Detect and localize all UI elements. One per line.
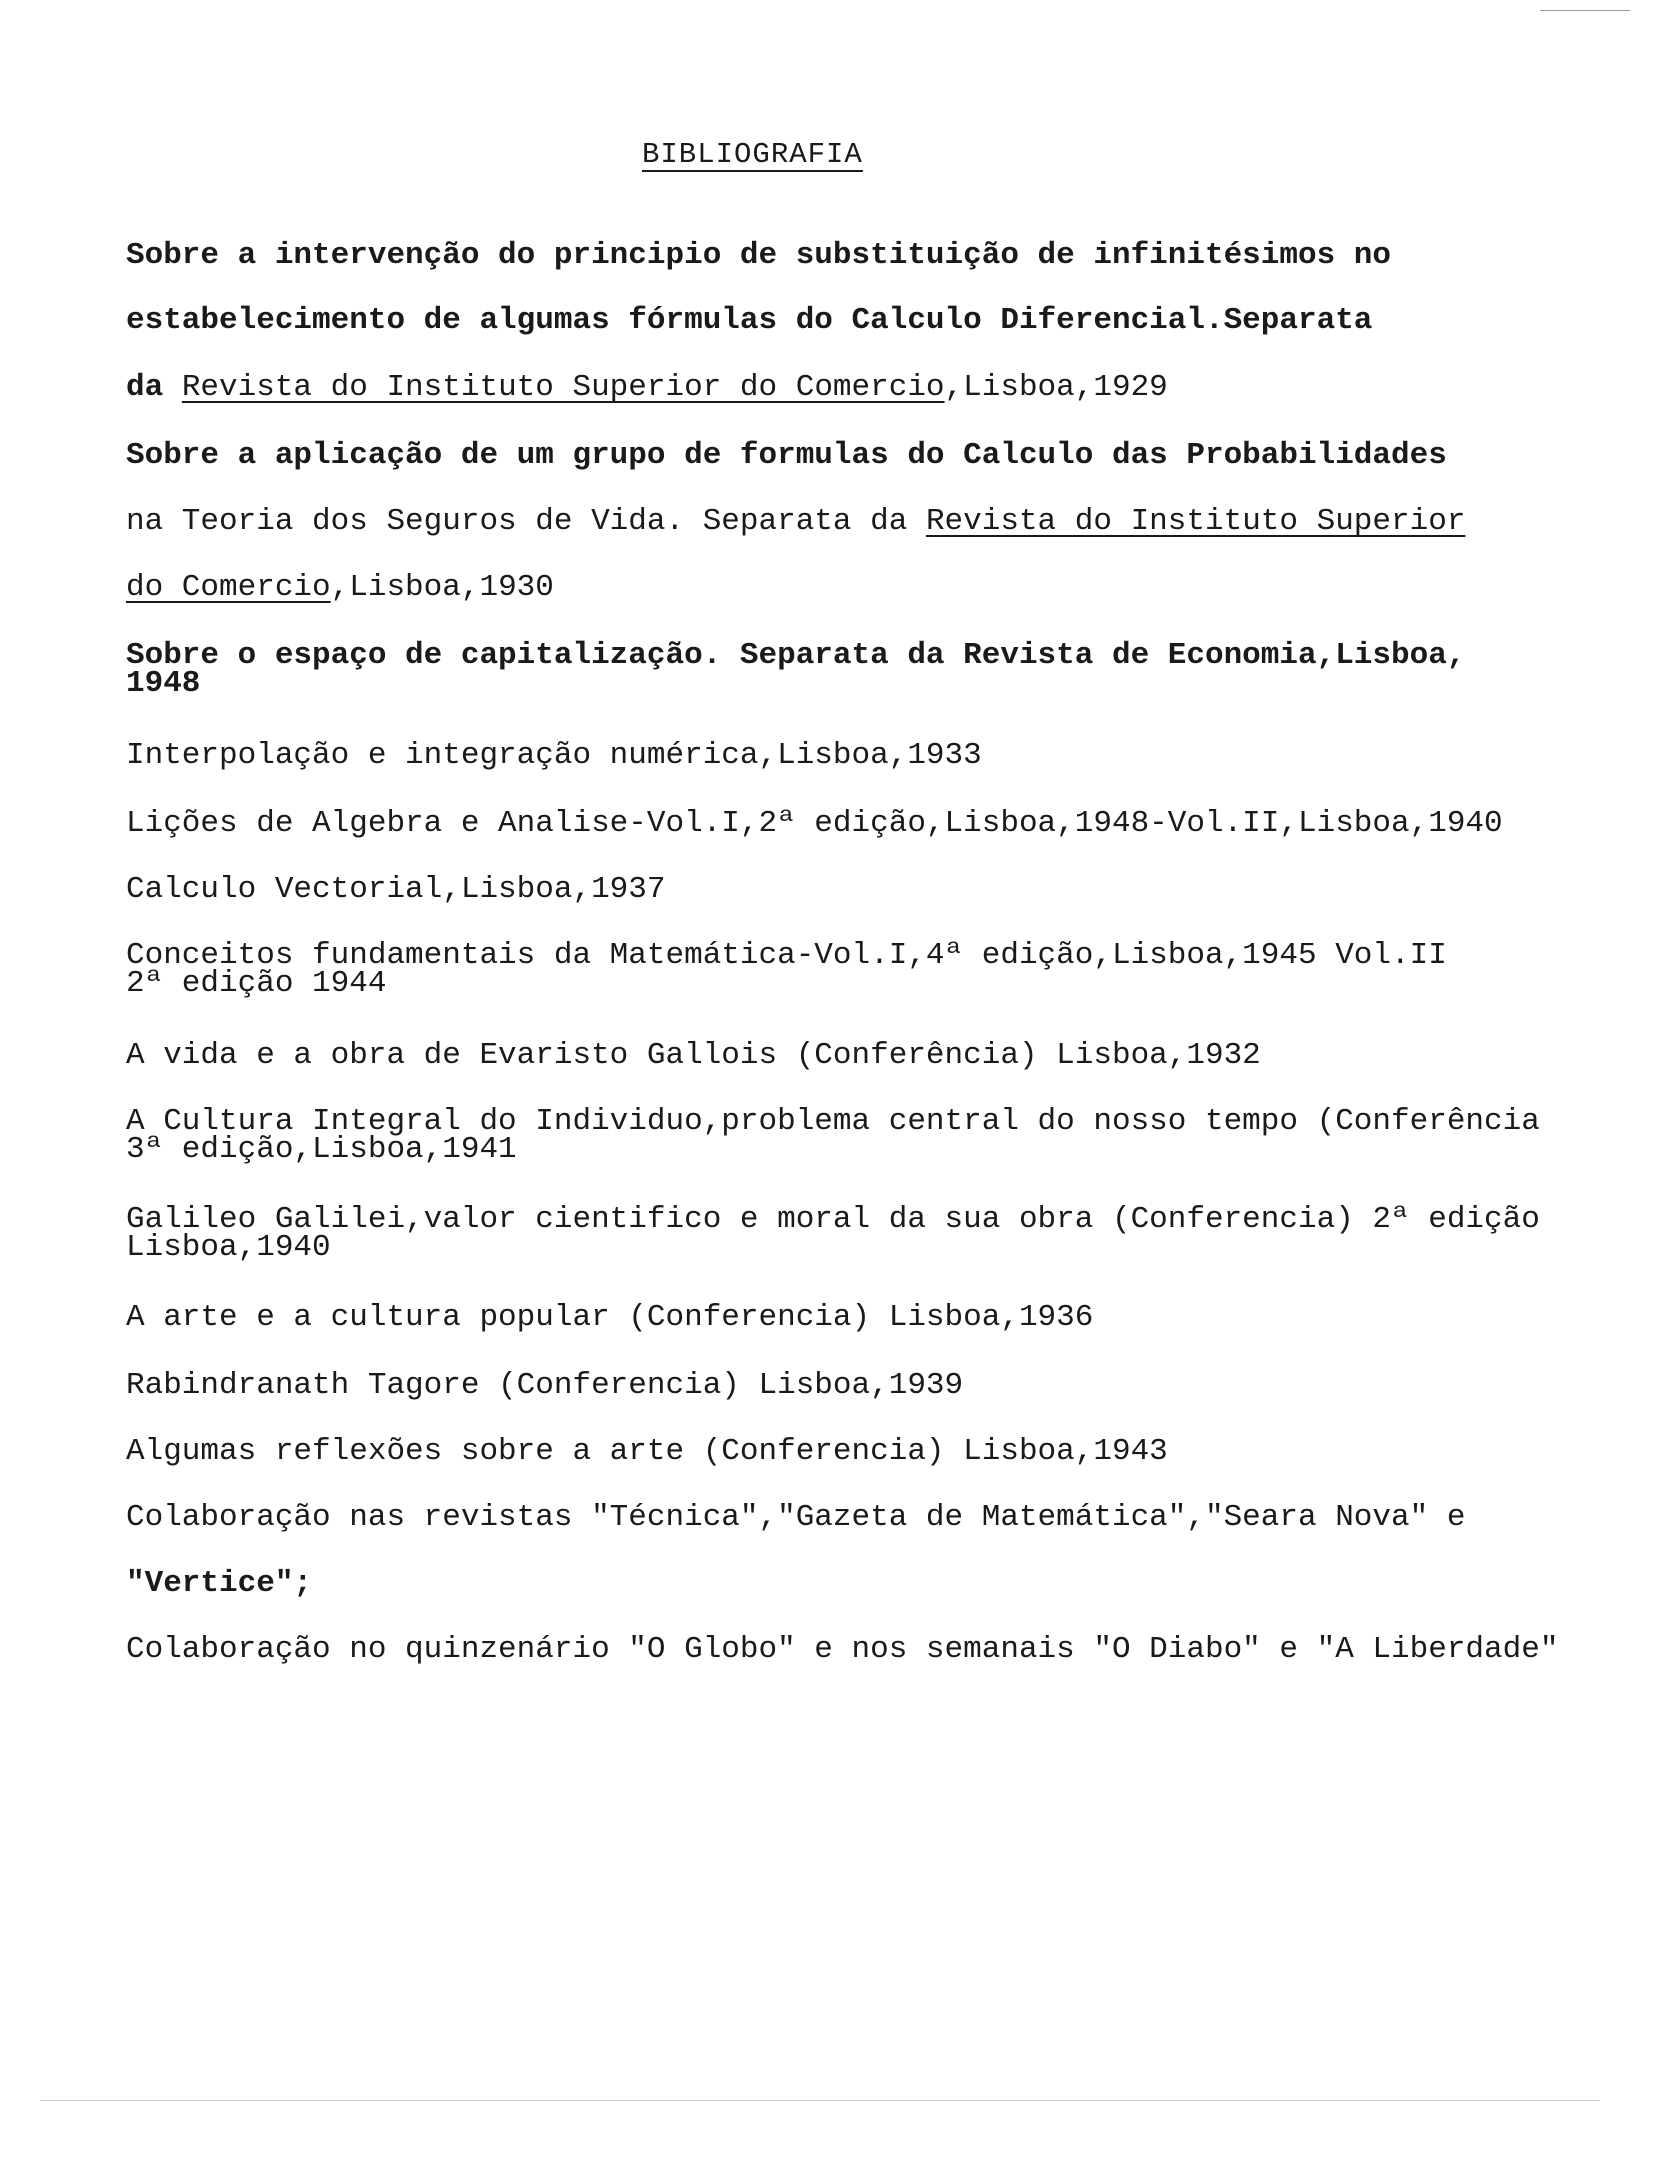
entry-1-journal: Revista do Instituto Superior do Comercio — [181, 370, 945, 405]
entry-2-line-1: Sobre a aplicação de um grupo de formulas do Calculo das Probabilidades — [126, 438, 1447, 473]
entry-2-journal-cont: do Comercio — [126, 570, 331, 605]
entry-9-line-2: 3ª edição,Lisboa,1941 — [126, 1132, 517, 1167]
entry-8: A vida e a obra de Evaristo Gallois (Conferência) Lisboa,1932 — [126, 1038, 1261, 1073]
entry-11: A arte e a cultura popular (Conferencia) Lisboa,1936 — [126, 1300, 1094, 1335]
entry-2-line-3 — [126, 572, 554, 603]
entry-15: Colaboração no quinzenário "O Globo" e nos semanais "O Diabo" e "A Liberdade" — [126, 1632, 1559, 1667]
entry-10-line-1: Galileo Galilei,valor cientifico e moral da sua obra (Conferencia) 2ª edição — [126, 1202, 1540, 1237]
entry-1-prefix: da — [126, 370, 182, 405]
entry-3-line-2: 1948 — [126, 666, 201, 701]
entry-2-prefix: na Teoria dos Seguros de Vida. Separata da — [126, 504, 926, 539]
entry-14-line-2: "Vertice"; — [126, 1566, 313, 1601]
entry-1-line-1: Sobre a intervenção do principio de substituição de infinitésimos no — [126, 238, 1392, 273]
scan-artifact-top — [1540, 10, 1630, 11]
entry-12: Rabindranath Tagore (Conferencia) Lisboa,1939 — [126, 1368, 964, 1403]
entry-9-line-1: A Cultura Integral do Individuo,problema central do nosso tempo (Conferência — [126, 1104, 1540, 1139]
page-title: BIBLIOGRAFIA — [642, 138, 863, 171]
entry-5: Lições de Algebra e Analise-Vol.I,2ª edição,Lisboa,1948-Vol.II,Lisboa,1940 — [126, 806, 1503, 841]
entry-2-suffix: ,Lisboa,1930 — [330, 570, 554, 605]
entry-4: Interpolação e integração numérica,Lisboa,1933 — [126, 738, 982, 773]
entry-10-line-2: Lisboa,1940 — [126, 1230, 331, 1265]
entry-2-journal: Revista do Instituto Superior — [925, 504, 1466, 539]
entry-1-line-3 — [126, 372, 1168, 403]
entry-3-line-1: Sobre o espaço de capitalização. Separata da Revista de Economia,Lisboa, — [126, 638, 1466, 673]
entry-2-line-2 — [126, 506, 1465, 537]
scan-artifact-bottom — [40, 2100, 1600, 2101]
entry-6: Calculo Vectorial,Lisboa,1937 — [126, 872, 666, 907]
entry-13: Algumas reflexões sobre a arte (Conferencia) Lisboa,1943 — [126, 1434, 1168, 1469]
entry-1-line-2: estabelecimento de algumas fórmulas do Calculo Diferencial.Separata — [126, 303, 1373, 338]
entry-1-suffix: ,Lisboa,1929 — [944, 370, 1168, 405]
entry-14-line-1: Colaboração nas revistas "Técnica","Gazeta de Matemática","Seara Nova" e — [126, 1500, 1466, 1535]
entry-7-line-1: Conceitos fundamentais da Matemática-Vol.I,4ª edição,Lisboa,1945 Vol.II — [126, 938, 1447, 973]
entry-7-line-2: 2ª edição 1944 — [126, 966, 387, 1001]
